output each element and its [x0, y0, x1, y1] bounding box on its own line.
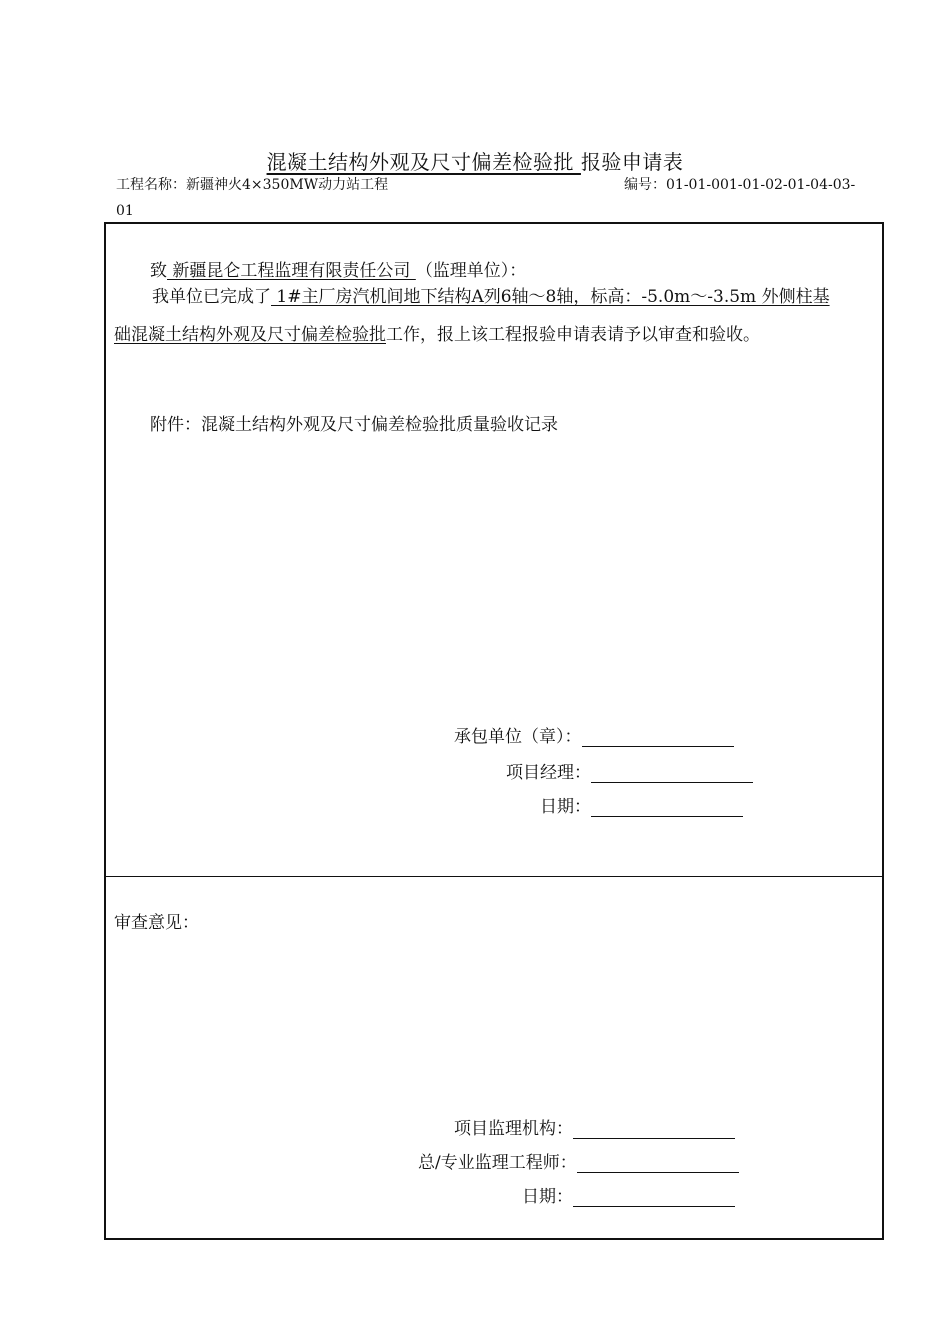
- project-manager-label: 项目经理：: [506, 763, 591, 783]
- form-title-underlined: 混凝土结构外观及尺寸偏差检验批: [266, 150, 581, 174]
- review-date-label: 日期：: [522, 1187, 573, 1207]
- serial-number-line: [624, 172, 855, 198]
- work-scope-part-1: 1#主厂房汽机间地下结构A列6轴～8轴，标高：-5.0m～-3.5m 外侧柱基: [271, 287, 830, 307]
- supervision-agency-blank[interactable]: [573, 1120, 735, 1139]
- supervising-engineer-label: 总/专业监理工程师：: [418, 1153, 577, 1173]
- serial-number-label: 编号：: [624, 177, 666, 193]
- statement-line-2: [114, 320, 760, 345]
- supervision-agency-label: 项目监理机构：: [454, 1119, 573, 1139]
- contractor-seal-line: [454, 722, 734, 747]
- statement-suffix: 工作，报上该工程报验申请表请予以审查和验收。: [386, 325, 760, 345]
- form-title: [0, 146, 950, 175]
- attachment-line: 附件：混凝土结构外观及尺寸偏差检验批质量验收记录: [150, 415, 558, 435]
- addressee-line: [150, 256, 526, 281]
- statement-line-1: [152, 282, 830, 307]
- supervision-agency-line: [454, 1114, 735, 1139]
- review-date-line: [522, 1182, 735, 1207]
- statement-prefix: 我单位已完成了: [152, 287, 271, 307]
- review-opinion-label: 审查意见：: [114, 913, 199, 933]
- contractor-date-blank[interactable]: [591, 798, 743, 817]
- addressee-prefix: 致: [150, 261, 167, 281]
- contractor-date-label: 日期：: [540, 797, 591, 817]
- serial-number-value: 01-01-001-01-02-01-04-03-: [666, 177, 856, 193]
- project-manager-blank[interactable]: [591, 764, 753, 783]
- work-scope-part-2: 础混凝土结构外观及尺寸偏差检验批: [114, 325, 386, 345]
- project-name-line: [116, 172, 388, 198]
- supervision-unit-name: 新疆昆仑工程监理有限责任公司: [167, 261, 416, 281]
- contractor-date-line: [540, 792, 743, 817]
- supervising-engineer-line: [418, 1148, 739, 1173]
- supervising-engineer-blank[interactable]: [577, 1154, 739, 1173]
- contractor-seal-blank[interactable]: [582, 728, 734, 747]
- project-name-value: 新疆神火4×350MW动力站工程: [186, 177, 389, 193]
- section-divider: [106, 876, 882, 877]
- review-date-blank[interactable]: [573, 1188, 735, 1207]
- contractor-seal-label: 承包单位（章）：: [454, 727, 582, 747]
- form-title-rest: 报验申请表: [580, 150, 684, 174]
- form-frame: [104, 222, 884, 1240]
- addressee-suffix: （监理单位）：: [415, 261, 527, 281]
- project-manager-line: [506, 758, 753, 783]
- serial-number-continuation: 01: [116, 203, 134, 219]
- project-name-label: 工程名称：: [116, 177, 186, 193]
